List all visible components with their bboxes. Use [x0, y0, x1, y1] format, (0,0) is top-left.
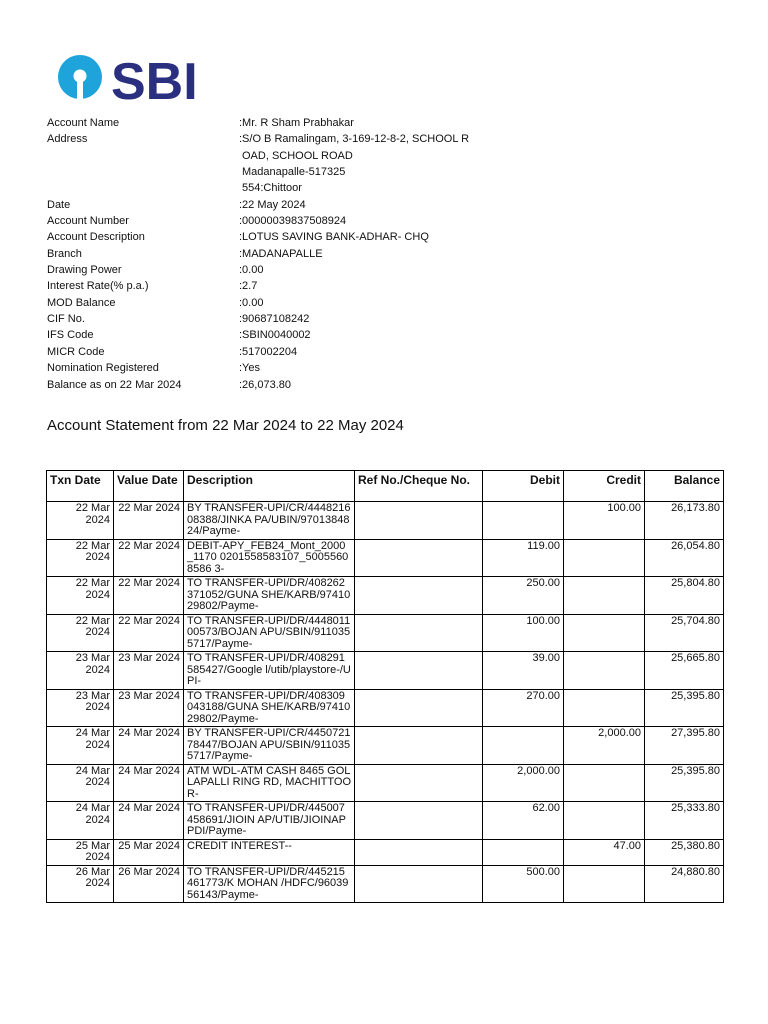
table-row: [47, 865, 724, 903]
credit-cell: [564, 539, 645, 577]
header-description: Description: [184, 471, 355, 502]
info-row: [47, 311, 727, 327]
value-date-cell: 22 Mar 2024: [114, 577, 184, 615]
description-cell: TO TRANSFER-UPI/DR/408262371052/GUNA SHE/KARB/9741029802/Payme-: [184, 577, 355, 615]
debit-cell: 119.00: [483, 539, 564, 577]
credit-cell: 2,000.00: [564, 727, 645, 765]
info-label: Nomination Registered: [47, 362, 159, 375]
info-value: :90687108242: [239, 313, 310, 326]
value-date-cell: 26 Mar 2024: [114, 865, 184, 903]
header-balance: Balance: [645, 471, 724, 502]
credit-cell: [564, 614, 645, 652]
debit-cell: [483, 839, 564, 865]
credit-cell: [564, 802, 645, 840]
ref-cell: [355, 614, 483, 652]
table-row: [47, 614, 724, 652]
info-label: [47, 164, 239, 180]
sbi-logo: [55, 52, 205, 104]
description-cell: DEBIT-APY_FEB24_Mont_2000_1170 0201558583107_50055608586 3-: [184, 539, 355, 577]
header-credit: Credit: [564, 471, 645, 502]
info-row: [47, 246, 727, 262]
balance-cell: 25,704.80: [645, 614, 724, 652]
description-cell: TO TRANSFER-UPI/DR/408291585427/Google l/utib/playstore-/UPI-: [184, 652, 355, 690]
info-label: MOD Balance: [47, 296, 116, 309]
info-label: Date: [47, 198, 71, 211]
info-row: [47, 278, 727, 294]
value-date-cell: 22 Mar 2024: [114, 614, 184, 652]
description-cell: TO TRANSFER-UPI/DR/445007458691/JIOIN AP/UTIB/JIOINAPPDI/Payme-: [184, 802, 355, 840]
description-cell: CREDIT INTEREST--: [184, 839, 355, 865]
info-row: [47, 229, 727, 245]
info-value: :26,073.80: [239, 378, 291, 391]
txn-date-cell: 22 Mar 2024: [47, 539, 114, 577]
ref-cell: [355, 502, 483, 540]
debit-cell: 2,000.00: [483, 764, 564, 802]
info-row: [47, 344, 727, 360]
description-cell: TO TRANSFER-UPI/DR/444801100573/BOJAN APU/SBIN/9110355717/Payme-: [184, 614, 355, 652]
info-row: [47, 262, 727, 278]
transactions-body: [47, 502, 724, 903]
debit-cell: [483, 727, 564, 765]
ref-cell: [355, 539, 483, 577]
txn-date-cell: 23 Mar 2024: [47, 652, 114, 690]
debit-cell: 500.00: [483, 865, 564, 903]
balance-cell: 26,054.80: [645, 539, 724, 577]
info-value: :Mr. R Sham Prabhakar: [239, 117, 354, 129]
txn-date-cell: 25 Mar 2024: [47, 839, 114, 865]
info-row: [47, 377, 727, 393]
balance-cell: 25,395.80: [645, 689, 724, 727]
brand-name: SBI: [111, 53, 198, 104]
balance-cell: 25,333.80: [645, 802, 724, 840]
header-value-date: Value Date: [114, 471, 184, 502]
description-cell: BY TRANSFER-UPI/CR/444821608388/JINKA PA/UBIN/9701384824/Payme-: [184, 502, 355, 540]
debit-cell: [483, 502, 564, 540]
description-cell: TO TRANSFER-UPI/DR/408309043188/GUNA SHE/KARB/9741029802/Payme-: [184, 689, 355, 727]
value-date-cell: 23 Mar 2024: [114, 652, 184, 690]
info-row: [47, 197, 727, 213]
info-row: [47, 327, 727, 343]
txn-date-cell: 22 Mar 2024: [47, 577, 114, 615]
header-debit: Debit: [483, 471, 564, 502]
value-date-cell: 25 Mar 2024: [114, 839, 184, 865]
table-row: [47, 502, 724, 540]
debit-cell: 270.00: [483, 689, 564, 727]
info-label: CIF No.: [47, 313, 85, 326]
table-row: [47, 652, 724, 690]
table-row: [47, 802, 724, 840]
transactions-table: [46, 470, 724, 903]
ref-cell: [355, 689, 483, 727]
ref-cell: [355, 764, 483, 802]
info-value: :S/O B Ramalingam, 3-169-12-8-2, SCHOOL R: [239, 133, 470, 146]
info-label: Account Number: [47, 215, 129, 228]
txn-date-cell: 24 Mar 2024: [47, 727, 114, 765]
info-label: Drawing Power: [47, 264, 122, 277]
value-date-cell: 24 Mar 2024: [114, 727, 184, 765]
info-value: :2.7: [239, 280, 258, 293]
balance-cell: 25,804.80: [645, 577, 724, 615]
info-value: :00000039837508924: [239, 215, 347, 228]
description-cell: TO TRANSFER-UPI/DR/445215461773/K MOHAN /HDFC/9603956143/Payme-: [184, 865, 355, 903]
table-row: [47, 689, 724, 727]
balance-cell: 25,380.80: [645, 839, 724, 865]
info-value: :MADANAPALLE: [239, 247, 323, 260]
txn-date-cell: 26 Mar 2024: [47, 865, 114, 903]
description-cell: BY TRANSFER-UPI/CR/445072178447/BOJAN APU/SBIN/9110355717/Payme-: [184, 727, 355, 765]
value-date-cell: 23 Mar 2024: [114, 689, 184, 727]
info-label: [47, 148, 239, 164]
info-row: [47, 180, 727, 196]
info-value: :LOTUS SAVING BANK-ADHAR- CHQ: [239, 231, 429, 244]
debit-cell: 62.00: [483, 802, 564, 840]
value-date-cell: 24 Mar 2024: [114, 764, 184, 802]
credit-cell: [564, 652, 645, 690]
table-row: [47, 839, 724, 865]
credit-cell: [564, 577, 645, 615]
table-header-row: [47, 471, 724, 502]
credit-cell: [564, 865, 645, 903]
credit-cell: [564, 689, 645, 727]
ref-cell: [355, 802, 483, 840]
info-value: :SBIN0040002: [239, 329, 311, 342]
info-row: [47, 295, 727, 311]
info-label: Address: [47, 133, 88, 146]
ref-cell: [355, 652, 483, 690]
info-label: MICR Code: [47, 345, 105, 358]
table-row: [47, 727, 724, 765]
description-cell: ATM WDL-ATM CASH 8465 GOLLAPALLI RING RD, MACHITTOOR-: [184, 764, 355, 802]
credit-cell: 100.00: [564, 502, 645, 540]
balance-cell: 25,395.80: [645, 764, 724, 802]
info-value: OAD, SCHOOL ROAD: [242, 149, 353, 162]
value-date-cell: 24 Mar 2024: [114, 802, 184, 840]
debit-cell: 100.00: [483, 614, 564, 652]
sbi-logo-icon: [55, 52, 205, 104]
info-value: :0.00: [239, 296, 264, 309]
txn-date-cell: 24 Mar 2024: [47, 764, 114, 802]
info-row: [47, 360, 727, 376]
statement-title: Account Statement from 22 Mar 2024 to 22 May 2024: [47, 417, 404, 434]
info-label: IFS Code: [47, 329, 94, 342]
ref-cell: [355, 577, 483, 615]
info-value: 554:Chittoor: [242, 182, 302, 195]
debit-cell: 39.00: [483, 652, 564, 690]
balance-cell: 25,665.80: [645, 652, 724, 690]
info-label: Account Name: [47, 117, 120, 129]
txn-date-cell: 22 Mar 2024: [47, 502, 114, 540]
info-label: Balance as on 22 Mar 2024: [47, 378, 182, 391]
value-date-cell: 22 Mar 2024: [114, 502, 184, 540]
info-label: Interest Rate(% p.a.): [47, 280, 149, 293]
info-row: [47, 148, 727, 164]
txn-date-cell: 23 Mar 2024: [47, 689, 114, 727]
account-info: [47, 115, 727, 393]
info-value: :0.00: [239, 264, 264, 277]
info-value: :22 May 2024: [239, 198, 306, 211]
table-row: [47, 539, 724, 577]
credit-cell: 47.00: [564, 839, 645, 865]
info-row: [47, 213, 727, 229]
info-row: [47, 164, 727, 180]
balance-cell: 27,395.80: [645, 727, 724, 765]
txn-date-cell: 24 Mar 2024: [47, 802, 114, 840]
info-label: Branch: [47, 247, 82, 260]
info-value: Madanapalle-517325: [242, 166, 346, 179]
info-value: :Yes: [239, 362, 261, 375]
ref-cell: [355, 727, 483, 765]
balance-cell: 26,173.80: [645, 502, 724, 540]
header-txn-date: Txn Date: [47, 471, 114, 502]
table-row: [47, 764, 724, 802]
info-row: [47, 115, 727, 131]
debit-cell: 250.00: [483, 577, 564, 615]
table-row: [47, 577, 724, 615]
header-ref: Ref No./Cheque No.: [355, 471, 483, 502]
txn-date-cell: 22 Mar 2024: [47, 614, 114, 652]
info-label: [47, 180, 239, 196]
info-label: Account Description: [47, 231, 145, 244]
info-value: :517002204: [239, 345, 298, 358]
value-date-cell: 22 Mar 2024: [114, 539, 184, 577]
info-row: [47, 131, 727, 147]
ref-cell: [355, 865, 483, 903]
ref-cell: [355, 839, 483, 865]
balance-cell: 24,880.80: [645, 865, 724, 903]
credit-cell: [564, 764, 645, 802]
